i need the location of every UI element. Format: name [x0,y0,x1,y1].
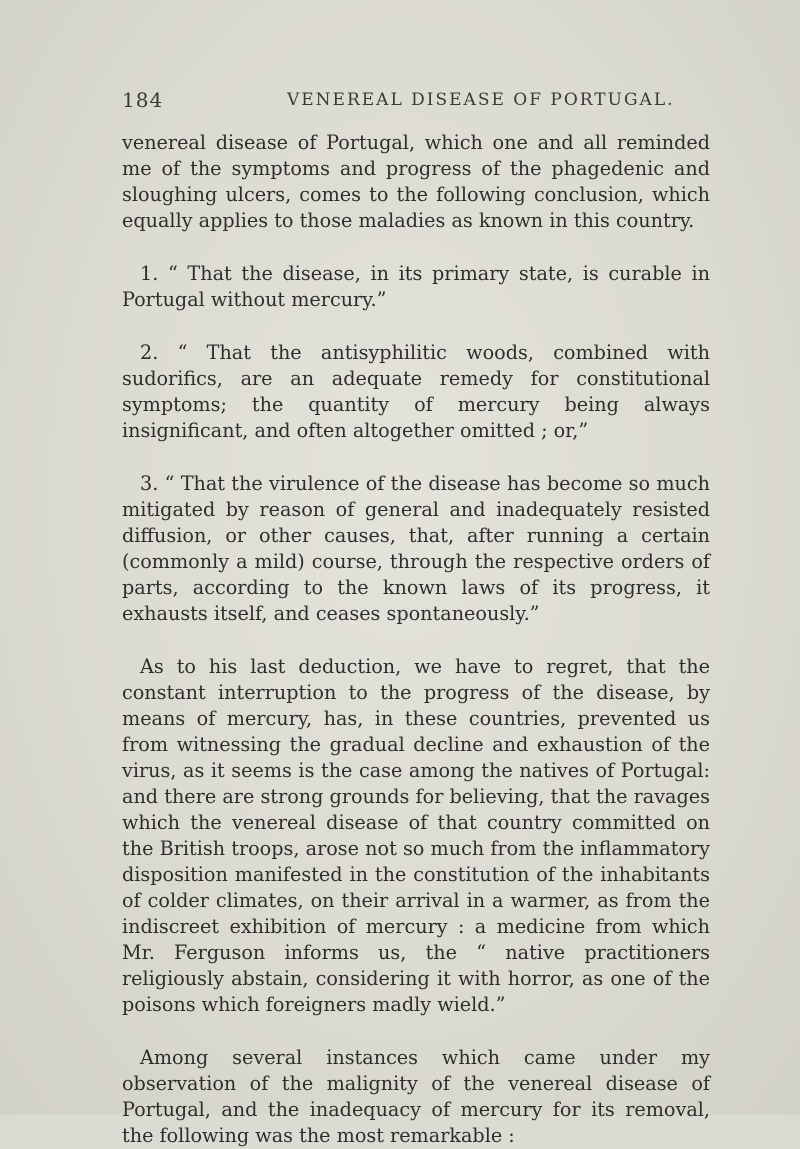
running-head [122,88,682,118]
paragraph-instances: Among several instances which came under my observation of the malignity of the venereal disease of Portugal, and the inadequacy of mercury for its removal, the following was the most remarkable : [122,1046,710,1147]
paragraph-point-1: 1. “ That the disease, in its primary state, is curable in Portugal without mercury.” [122,262,710,311]
body-text [122,130,710,1149]
paragraph-point-2: 2. “ That the antisyphilitic woods, combined with sudorifics, are an adequate remedy for constitutional symptoms; the quantity of mercury being always insignificant, and often altogether omitted ; or,” [122,341,710,442]
paragraph-point-3: 3. “ That the virulence of the disease has become so much mitigated by reason of general and inadequately resisted diffusion, or other causes, that, after running a certain (commonly a mild) course, through the respective orders of parts, according to the known laws of its progress, it exhausts itself, and ceases spontaneously.” [122,472,710,625]
running-title: VENEREAL DISEASE OF PORTUGAL. [287,90,675,110]
paragraph-deduction: As to his last deduction, we have to regret, that the constant interruption to the progress of the disease, by means of mercury, has, in these countries, prevented us from witnessing the gradual decline and exhaustion of the virus, as it seems is the case among the natives of Portugal: and there are strong grounds for believing, that the ravages which the venereal disease of that country committed on the British troops, arose not so much from the inflammatory disposition manifested in the constitution of the inhabitants of colder climates, on their arrival in a warmer, as from the indiscreet exhibition of mercury : a medicine from which Mr. Ferguson informs us, the “ native practitioners religiously abstain, considering it with horror, as one of the poisons which foreigners madly wield.” [122,655,710,1016]
page-number: 184 [122,88,164,112]
paragraph-continuation: venereal disease of Portugal, which one and all reminded me of the symptoms and progress of the phagedenic and sloughing ulcers, comes to the following conclusion, which equally applies to those maladies as known in this country. [122,131,710,232]
